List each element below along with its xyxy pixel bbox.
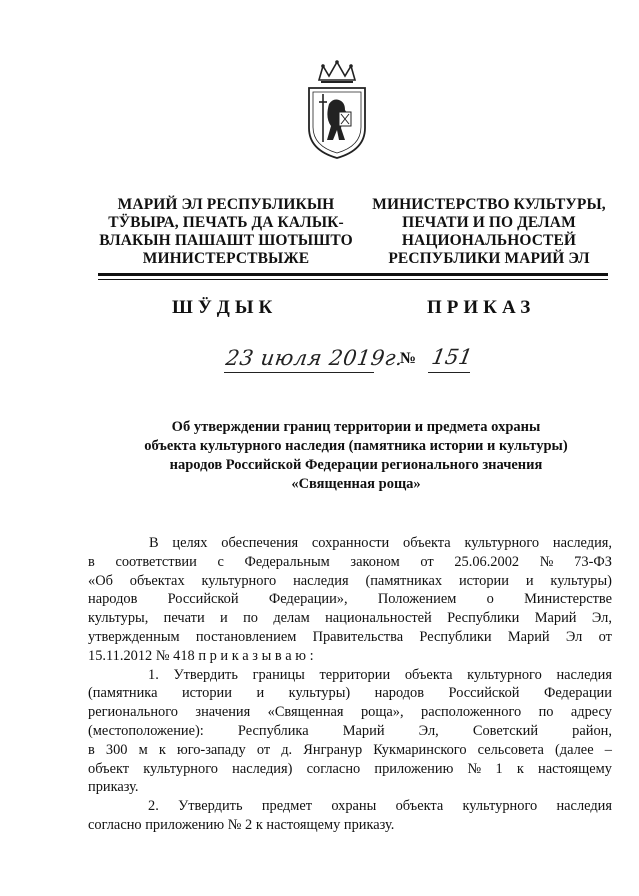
- number-sign: №: [400, 350, 417, 367]
- body-line: 15.11.2012 № 418 п р и к а з ы в а ю :: [88, 647, 314, 664]
- subject-line: «Священная роща»: [291, 476, 421, 492]
- order-title-mari: ШӰДЫК: [172, 297, 278, 318]
- coat-of-arms-icon: [299, 58, 375, 162]
- body-line: культуры, печати и по делам национальностей Республики Марий Эл,: [88, 610, 612, 627]
- body-line: в соответствии с Федеральным законом от 25.06.2002 № 73-ФЗ: [88, 553, 612, 570]
- subject-line: народов Российской Федерации регионального значения: [169, 457, 543, 473]
- body-line: (памятника истории и культуры) народов Российской Федерации: [88, 685, 612, 702]
- header-divider-thin: [98, 279, 608, 280]
- header-right-line: МИНИСТЕРСТВО КУЛЬТУРЫ,: [372, 196, 606, 213]
- body-line: объект культурного наследия) согласно приложению № 1 к настоящему: [88, 760, 612, 777]
- header-left-line: ВЛАКЫН ПАШАШТ ШОТЫШТО: [99, 232, 353, 249]
- subject-line: Об утверждении границ территории и предмета охраны: [171, 419, 541, 435]
- order-title-russian: ПРИКАЗ: [427, 297, 536, 318]
- body-line: приказу.: [88, 779, 139, 796]
- number-underline: [428, 372, 470, 373]
- header-right-line: РЕСПУБЛИКИ МАРИЙ ЭЛ: [388, 250, 590, 267]
- body-line: регионального значения «Священная роща», расположенного по адресу: [88, 704, 612, 721]
- body-line: В целях обеспечения сохранности объекта культурного наследия,: [149, 535, 612, 551]
- body-line: 1. Утвердить границы территории объекта культурного наследия: [148, 666, 612, 683]
- order-body: [88, 534, 612, 835]
- header-left-line: ТӰВЫРА, ПЕЧАТЬ ДА КАЛЫК-: [108, 214, 344, 231]
- header-divider-thick: [98, 273, 608, 276]
- order-date-number: [210, 346, 540, 382]
- header-right-line: НАЦИОНАЛЬНОСТЕЙ: [401, 232, 577, 249]
- body-line: в 300 м к юго-западу от д. Янгранур Кукмаринского сельсовета (далее –: [88, 741, 612, 758]
- order-number: 151: [429, 345, 475, 369]
- header-left-line: МАРИЙ ЭЛ РЕСПУБЛИКЫН: [117, 196, 335, 213]
- body-line: народов Российской Федерации», Положением о Министерстве: [88, 591, 612, 608]
- ministry-name-russian: [364, 196, 614, 268]
- body-line: «Об объектах культурного наследия (памятниках истории и культуры): [88, 572, 612, 589]
- header-left-line: МИНИСТЕРСТВЫЖЕ: [142, 250, 310, 267]
- header-right-line: ПЕЧАТИ И ПО ДЕЛАМ: [402, 214, 576, 231]
- body-line: 2. Утвердить предмет охраны объекта культурного наследия: [148, 798, 612, 815]
- body-line: (местоположение): Республика Марий Эл, Советский район,: [88, 722, 612, 739]
- order-subject: [100, 418, 612, 494]
- subject-line: объекта культурного наследия (памятника истории и культуры): [144, 438, 568, 454]
- body-line: согласно приложению № 2 к настоящему приказу.: [88, 816, 395, 833]
- date-underline: [224, 372, 374, 373]
- ministry-name-mari: [96, 196, 356, 268]
- body-line: утвержденным постановлением Правительства Республики Марий Эл от: [88, 628, 612, 645]
- order-date: 23 июля 2019г.: [224, 346, 405, 370]
